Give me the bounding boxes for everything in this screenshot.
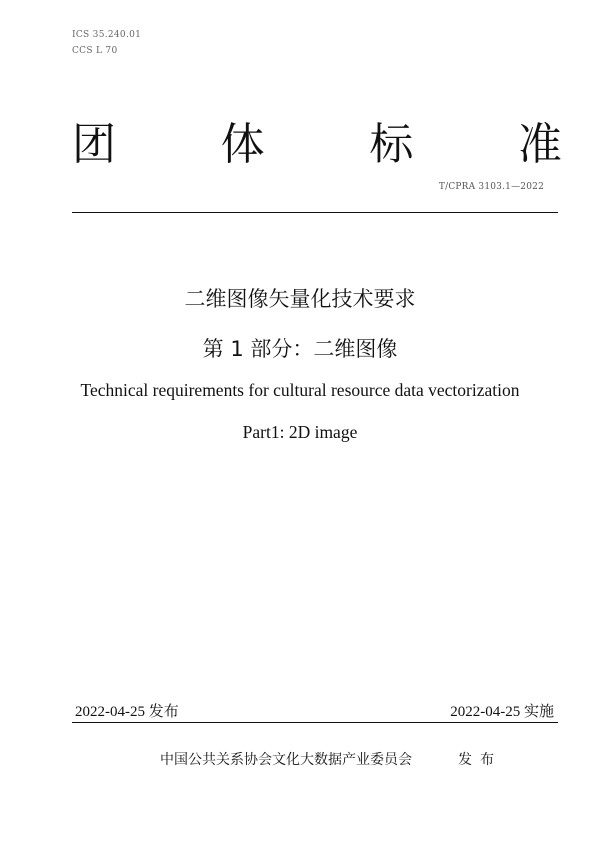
document-type-heading [72,118,562,172]
publish-label: 发布 [458,752,502,768]
publisher-name: 中国公共关系协会文化大数据产业委员会 [160,752,412,768]
issue-date: 2022-04-25 发布 [75,704,179,720]
cn-main-title: 二维图像矢量化技术要求 [184,287,416,311]
en-main-title: Technical requirements for cultural resource data vectorization [80,380,520,400]
standard-number: T/CPRA 3103.1—2022 [438,182,544,192]
heading-char: 标 [369,119,414,170]
heading-char: 准 [517,119,562,170]
implementation-date: 2022-04-25 实施 [450,704,554,720]
cn-part-title: 第 1 部分：二维图像 [202,337,398,361]
heading-char: 体 [220,119,265,170]
heading-char: 团 [72,119,116,170]
ccs-code: CCS L 70 [72,46,118,56]
header-divider [72,212,558,213]
en-part-title: Part1: 2D image [242,422,358,442]
date-divider [72,722,558,723]
ics-code: ICS 35.240.01 [72,30,142,40]
